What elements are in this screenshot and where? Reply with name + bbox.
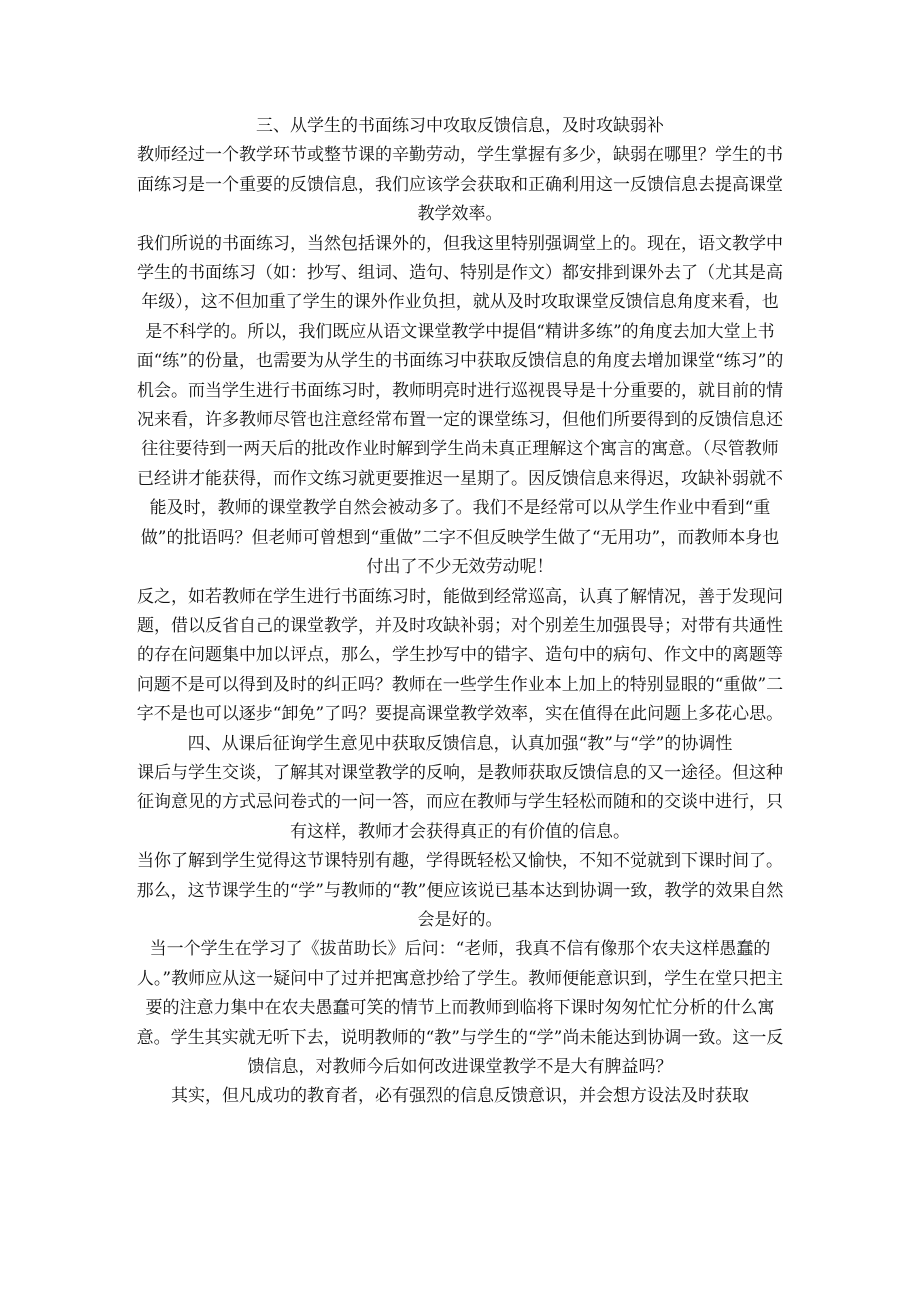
paragraph: 课后与学生交谈，了解其对课堂教学的反响，是教师获取反馈信息的又一途径。但这种征询意见的方式忌问卷式的一问一答，而应在教师与学生轻松而随和的交谈中进行，只有这样，教师才会获得真正的有价值的信息。 [137, 762, 783, 842]
paragraph: 我们所说的书面练习，当然包括课外的，但我这里特别强调堂上的。现在，语文教学中学生的书面练习（如：抄写、组词、造句、特别是作文）都安排到课外去了（尤其是高年级），这不但加重了学生的课外作业负担，就从及时攻取课堂反馈信息角度来看，也是不科学的。所以，我们既应从语文课堂教学中提倡“精讲多练”的角度去加大堂上书面“练”的份量，也需要为从学生的书面练习中获取反馈信息的角度去增加课堂“练习”的机会。而当学生进行书面练习时，教师明亮时进行巡视畏导是十分重要的，就目前的情况来看，许多教师尽管也注意经常布置一定的课堂练习，但他们所要得到的反馈信息还往往要待到一两天后的批改作业时解到学生尚未真正理解这个寓言的寓意。（尽管教师已经讲才能获得，而作文练习就更要推迟一星期了。因反馈信息来得迟，攻缺补弱就不能及时，教师的课堂教学自然会被动多了。我们不是经常可以从学生作业中看到“重做”的批语吗？但老师可曾想到“重做”二字不但反映学生做了“无用功”，而教师本身也付出了不少无效劳动呢！ [136, 233, 784, 578]
paragraph: 其实，但凡成功的教育者，必有强烈的信息反馈意识，并会想方设法及时获取 [171, 1086, 749, 1107]
paragraph: 当一个学生在学习了《拔苗助长》后问：“老师，我真不信有像那个农夫这样愚蠢的人。”教师应从这一疑问中了过并把寓意抄给了学生。教师便能意识到，学生在堂只把主要的注意力集中在农夫愚蠢可笑的情节上而教师到临将下课时匆匆忙忙分析的什么寓意。学生其实就无听下去，说明教师的“教”与学生的“学”尚未能达到协调一致。这一反馈信息，对教师今后如何改进课堂教学不是大有脾益吗？ [136, 939, 784, 1077]
paragraph: 反之，如若教师在学生进行书面练习时，能做到经常巡高，认真了解情况，善于发现问题，借以反省自己的课堂教学，并及时攻缺补弱；对个别差生加强畏导；对带有共通性的存在问题集中加以评点，那么，学生抄写中的错字、造句中的病句、作文中的离题等问题不是可以得到及时的纠正吗？教师在一些学生作业本上加上的特别显眼的“重做”二字不是也可以逐步“卸免”了吗？要提高课堂教学效率，实在值得在此问题上多花心思。 [136, 586, 784, 725]
paragraph: 当你了解到学生觉得这节课特别有趣，学得既轻松又愉快，不知不觉就到下课时间了。那么，这节课学生的“学”与教师的“教”便应该说已基本达到协调一致，教学的效果自然会是好的。 [136, 851, 784, 930]
paragraph: 教师经过一个教学环节或整节课的辛勤劳动，学生掌握有多少，缺弱在哪里？学生的书面练习是一个重要的反馈信息，我们应该学会获取和正确利用这一反馈信息去提高课堂教学效率。 [137, 145, 783, 225]
section-heading-4: 四、从课后征询学生意见中获取反馈信息，认真加强“教”与“学”的协调性 [187, 733, 733, 754]
document-body [135, 112, 785, 1112]
section-heading-3: 三、从学生的书面练习中攻取反馈信息，及时攻缺弱补 [256, 116, 664, 136]
